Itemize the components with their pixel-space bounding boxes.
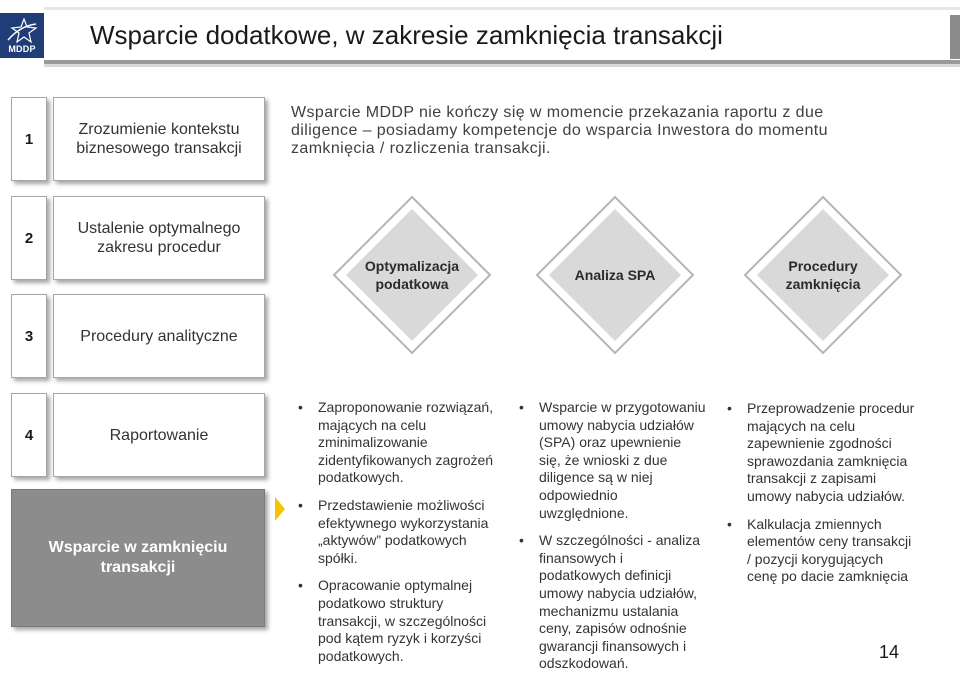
item-line: podatkowo struktury: [318, 594, 444, 611]
item-line: mających na celu: [318, 416, 427, 433]
bullet-icon: •: [727, 400, 732, 416]
logo-star-icon: [6, 18, 38, 44]
logo-text: MDDP: [8, 44, 36, 54]
item-line: pod kątem ryzyk i korzyści: [318, 630, 482, 647]
step-1-label: [53, 97, 265, 181]
item-line: umowy nabycia udziałów,: [539, 584, 697, 601]
item-line: podatkowych.: [318, 469, 404, 486]
diamond-tax-optimization: [332, 195, 492, 355]
intro-paragraph: [291, 104, 927, 158]
item-line: ceny, zapisów odnośnie: [539, 620, 687, 637]
step-2-label-line: Ustalenie optymalnego: [77, 220, 241, 237]
list-item: [517, 532, 727, 673]
step-4-label-line: Raportowanie: [109, 426, 209, 444]
diamond-label: [743, 195, 903, 355]
item-line: sprawozdania zamknięcia: [747, 452, 908, 469]
item-line: (SPA) oraz upewnienie: [539, 434, 682, 451]
diamond-label: [535, 195, 695, 355]
item-line: „aktywów” podatkowych: [318, 532, 467, 549]
item-line: uwzględnione.: [539, 504, 629, 521]
step-1-label-line: biznesowego transakcji: [76, 140, 242, 157]
column-closing: [725, 400, 950, 596]
item-line: zminimalizowanie: [318, 434, 428, 451]
list-item: [296, 577, 511, 665]
arrow-right-icon: [275, 497, 285, 521]
item-line: W szczególności - analiza: [539, 532, 701, 549]
step-3-label: [53, 294, 265, 378]
diamond-label-line: Procedury: [788, 258, 858, 274]
item-line: Opracowanie optymalnej: [318, 577, 473, 594]
item-line: Przeprowadzenie procedur: [747, 400, 915, 416]
step-3-number: 3: [11, 294, 47, 378]
intro-line: Wsparcie MDDP nie kończy się w momencie przekazania raportu z due: [291, 104, 824, 121]
item-line: zidentyfikowanych zagrożeń: [318, 451, 494, 468]
item-line: Wsparcie w przygotowaniu: [539, 399, 706, 415]
intro-line: zamknięcia / rozliczenia transakcji.: [291, 140, 551, 157]
column-tax: [296, 399, 511, 675]
list-item: [296, 497, 511, 567]
list-item: [725, 516, 950, 586]
intro-line: diligence – posiadamy kompetencje do wsparcia Inwestora do momentu: [291, 122, 828, 139]
bullet-icon: •: [519, 532, 524, 549]
closing-support-box: [11, 489, 265, 627]
item-line: transakcji, w szczególności: [318, 612, 487, 629]
item-line: umowy nabycia udziałów: [539, 416, 694, 433]
item-line: spółki.: [318, 549, 358, 566]
item-line: elementów ceny transakcji: [747, 533, 912, 550]
diamond-label-line: zamknięcia: [785, 276, 861, 292]
item-line: Przedstawienie możliwości: [318, 496, 485, 513]
item-line: mechanizmu ustalania: [539, 602, 679, 619]
page-title: Wsparcie dodatkowe, w zakresie zamknięcia transakcji: [90, 20, 723, 50]
closing-support-line: Wsparcie w zamknięciu: [48, 539, 228, 556]
step-4-number: 4: [11, 393, 47, 477]
bullet-icon: •: [298, 399, 303, 415]
item-line: Zaproponowanie rozwiązań,: [318, 399, 494, 415]
header-divider-shadow: [44, 64, 960, 67]
item-line: efektywnego wykorzystania: [318, 514, 489, 531]
bullet-icon: •: [519, 399, 524, 415]
diamond-closing-procedures: [743, 195, 903, 355]
item-line: podatkowych.: [318, 647, 404, 664]
closing-support-line: transakcji: [100, 559, 176, 576]
item-line: Kalkulacja zmiennych: [747, 515, 882, 532]
header-right-tab: [950, 15, 960, 59]
item-line: zapewnienie zgodności: [747, 435, 892, 452]
step-2-label: [53, 196, 265, 280]
step-1-label-line: Zrozumienie kontekstu: [78, 121, 240, 138]
mddp-logo: [0, 13, 44, 58]
item-line: gwarancji finansowych i: [539, 637, 687, 654]
diamond-label-line: podatkowa: [375, 276, 449, 292]
item-line: się, że wnioski z due: [539, 451, 668, 468]
bullet-icon: •: [298, 496, 303, 513]
item-line: odpowiednio: [539, 486, 618, 503]
item-line: finansowych i: [539, 549, 624, 566]
header-top-rule: [44, 7, 960, 10]
item-line: cenę po dacie zamknięcia: [747, 568, 909, 585]
list-item: [296, 399, 511, 487]
step-3-label-line: Procedury analityczne: [80, 327, 238, 345]
item-line: umowy nabycia udziałów.: [747, 487, 905, 504]
bullet-icon: •: [298, 577, 303, 594]
item-line: / pozycji korygujących: [747, 550, 884, 567]
step-2-label-line: zakresu procedur: [97, 239, 221, 256]
column-spa: [517, 399, 727, 683]
item-line: podatkowych definicji: [539, 567, 672, 584]
step-1-number: 1: [11, 97, 47, 181]
page-number: 14: [879, 642, 900, 662]
item-line: diligence są w niej: [539, 469, 653, 486]
list-item: [517, 399, 727, 522]
list-item: [725, 400, 950, 506]
step-4-label: [53, 393, 265, 477]
item-line: mających na celu: [747, 417, 856, 434]
diamond-spa-analysis: [535, 195, 695, 355]
item-line: transakcji z zapisami: [747, 470, 877, 487]
step-2-number: 2: [11, 196, 47, 280]
item-line: odszkodowań.: [539, 655, 629, 672]
bullet-icon: •: [727, 515, 732, 532]
diamond-label: [332, 195, 492, 355]
diamond-label-line: Analiza SPA: [574, 267, 656, 283]
diamond-label-line: Optymalizacja: [364, 258, 460, 274]
